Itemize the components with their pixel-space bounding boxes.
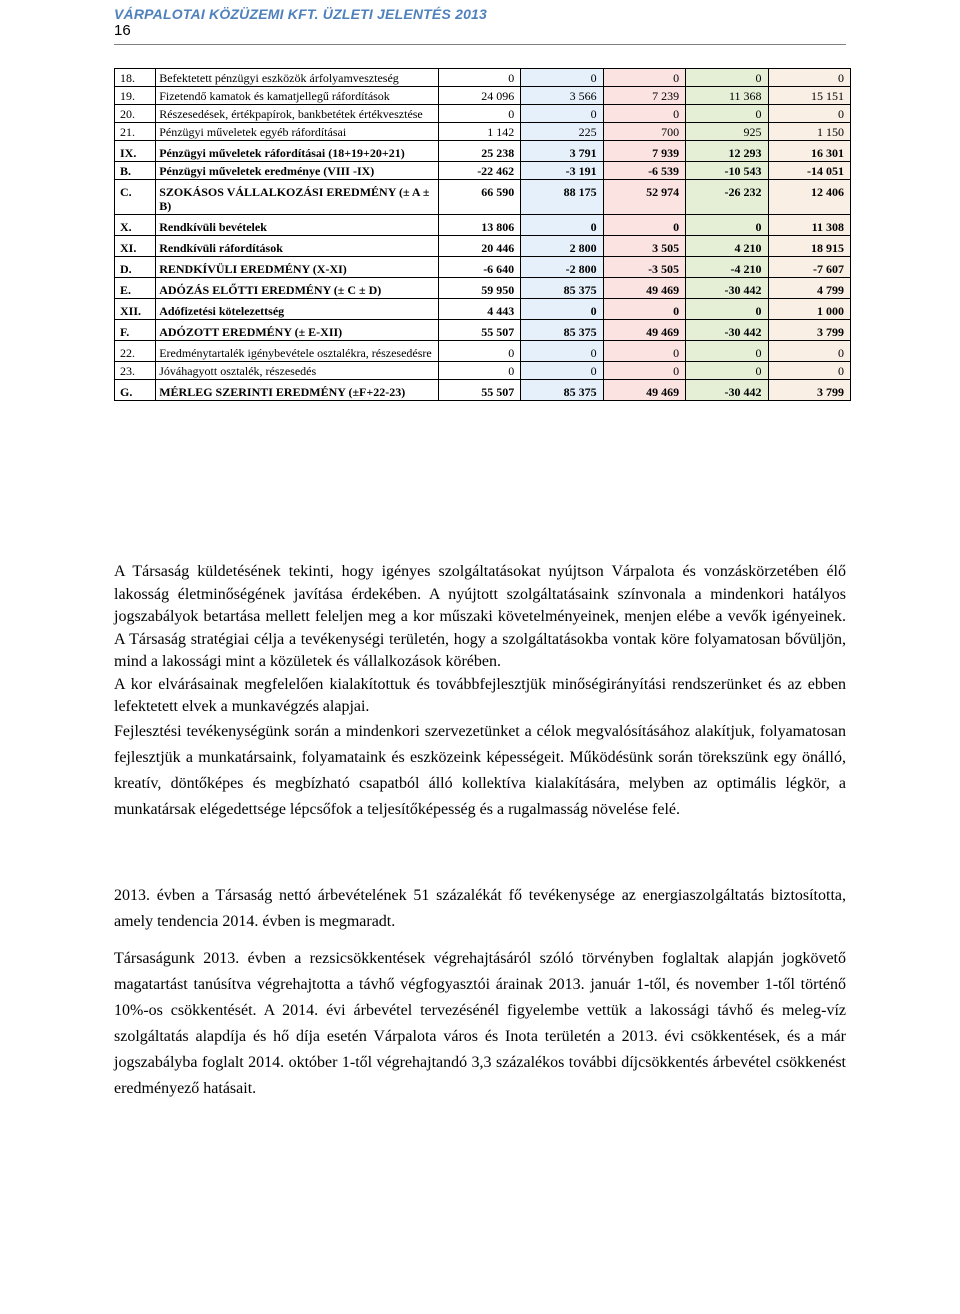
paragraph-revenue: 2013. évben a Társaság nettó árbevételének 51 százalékát fő tevékenysége az energiaszolgáltatás biztosította, amely tendencia 2014. évben is megmaradt. [114, 887, 846, 930]
value-cell: 3 799 [768, 380, 851, 401]
table-row [115, 257, 851, 278]
table-row [115, 215, 851, 236]
value-cell: 1 000 [768, 299, 851, 320]
financial-results-table [114, 68, 851, 401]
row-number: XI. [115, 236, 156, 257]
value-cell: 12 406 [768, 180, 851, 215]
value-cell: -10 543 [686, 162, 768, 180]
row-number: 23. [115, 362, 156, 380]
value-cell: 52 974 [603, 180, 685, 215]
value-cell: -2 800 [521, 257, 603, 278]
value-cell: 1 150 [768, 123, 851, 141]
value-cell: 4 799 [768, 278, 851, 299]
row-label: SZOKÁSOS VÁLLALKOZÁSI EREDMÉNY (± A ± B) [156, 180, 439, 215]
value-cell: 49 469 [603, 380, 685, 401]
row-number: 22. [115, 341, 156, 362]
row-number: F. [115, 320, 156, 341]
row-label: Eredménytartalék igénybevétele osztalékra, részesedésre [156, 341, 439, 362]
table-row [115, 180, 851, 215]
row-label: Pénzügyi műveletek ráfordításai (18+19+20+21) [156, 141, 439, 162]
value-cell: 0 [521, 362, 603, 380]
value-cell: 0 [521, 69, 603, 87]
value-cell: 20 446 [438, 236, 520, 257]
value-cell: 0 [521, 215, 603, 236]
value-cell: 0 [686, 299, 768, 320]
value-cell: 24 096 [438, 87, 520, 105]
report-header-title: VÁRPALOTAI KÖZÜZEMI KFT. ÜZLETI JELENTÉS 2013 [114, 6, 488, 22]
row-label: Rendkívüli ráfordítások [156, 236, 439, 257]
value-cell: 85 375 [521, 380, 603, 401]
value-cell: 0 [603, 299, 685, 320]
value-cell: 0 [438, 69, 520, 87]
row-label: RENDKÍVÜLI EREDMÉNY (X-XI) [156, 257, 439, 278]
value-cell: -22 462 [438, 162, 520, 180]
value-cell: 11 308 [768, 215, 851, 236]
row-label: ADÓZÁS ELŐTTI EREDMÉNY (± C ± D) [156, 278, 439, 299]
value-cell: 59 950 [438, 278, 520, 299]
paragraph-quality: A kor elvárásainak megfelelően kialakítottuk és továbbfejlesztjük minőségirányítási rendszerünket és az ebben lefektetett elvek a munkavégzés alapjai. [114, 675, 846, 715]
row-label: Jóváhagyott osztalék, részesedés [156, 362, 439, 380]
value-cell: 4 443 [438, 299, 520, 320]
table-row [115, 299, 851, 320]
value-cell: 85 375 [521, 278, 603, 299]
table-row [115, 123, 851, 141]
value-cell: 49 469 [603, 278, 685, 299]
table-row [115, 236, 851, 257]
value-cell: 7 939 [603, 141, 685, 162]
row-label: Fizetendő kamatok és kamatjellegű ráfordítások [156, 87, 439, 105]
table-row [115, 278, 851, 299]
value-cell: 0 [438, 362, 520, 380]
value-cell: 0 [686, 362, 768, 380]
header-divider [114, 44, 846, 45]
value-cell: 0 [768, 69, 851, 87]
row-number: XII. [115, 299, 156, 320]
value-cell: 0 [521, 105, 603, 123]
value-cell: 0 [603, 215, 685, 236]
table-row [115, 380, 851, 401]
value-cell: 4 210 [686, 236, 768, 257]
value-cell: 700 [603, 123, 685, 141]
value-cell: 0 [686, 69, 768, 87]
table-row [115, 87, 851, 105]
value-cell: -30 442 [686, 380, 768, 401]
table-row [115, 341, 851, 362]
value-cell: 25 238 [438, 141, 520, 162]
value-cell: 66 590 [438, 180, 520, 215]
body-text-tariff [114, 946, 846, 1102]
body-text-revenue [114, 883, 846, 935]
value-cell: 1 142 [438, 123, 520, 141]
value-cell: 0 [603, 105, 685, 123]
value-cell: 3 505 [603, 236, 685, 257]
table-row [115, 105, 851, 123]
row-label: ADÓZOTT EREDMÉNY (± E-XII) [156, 320, 439, 341]
value-cell: -3 191 [521, 162, 603, 180]
row-number: 19. [115, 87, 156, 105]
row-label: Pénzügyi műveletek eredménye (VIII -IX) [156, 162, 439, 180]
value-cell: 0 [438, 105, 520, 123]
value-cell: 0 [521, 341, 603, 362]
row-number: 18. [115, 69, 156, 87]
value-cell: -4 210 [686, 257, 768, 278]
value-cell: 3 791 [521, 141, 603, 162]
value-cell: 0 [768, 341, 851, 362]
value-cell: 925 [686, 123, 768, 141]
value-cell: -7 607 [768, 257, 851, 278]
table-row [115, 141, 851, 162]
value-cell: 0 [438, 341, 520, 362]
row-number: D. [115, 257, 156, 278]
row-number: X. [115, 215, 156, 236]
table-row [115, 69, 851, 87]
value-cell: 3 566 [521, 87, 603, 105]
value-cell: 11 368 [686, 87, 768, 105]
value-cell: 88 175 [521, 180, 603, 215]
value-cell: 0 [686, 105, 768, 123]
row-number: C. [115, 180, 156, 215]
value-cell: 49 469 [603, 320, 685, 341]
row-number: 21. [115, 123, 156, 141]
row-number: 20. [115, 105, 156, 123]
value-cell: 0 [768, 362, 851, 380]
value-cell: 55 507 [438, 320, 520, 341]
value-cell: -30 442 [686, 320, 768, 341]
row-number: B. [115, 162, 156, 180]
value-cell: 55 507 [438, 380, 520, 401]
paragraph-mission: A Társaság küldetésének tekinti, hogy igényes szolgáltatásokat nyújtson Várpalota és vonzáskörzetében élő lakosság életminőségének javítása érdekében. A nyújtott szolgáltatásaink színvonala a mindenkori hatályos jogszabályok betartása mellett feleljen meg a kor műszaki követelményeinek, menjen elébe a vevők igényeinek. A Társaság stratégiai célja a tevékenységi területén, hogy a szolgáltatásokba vontak köre folyamatosan bővüljön, mind a lakossági mint a közületek és vállalkozások körében. [114, 563, 846, 670]
row-label: Részesedések, értékpapírok, bankbetétek értékvesztése [156, 105, 439, 123]
value-cell: 7 239 [603, 87, 685, 105]
value-cell: -6 539 [603, 162, 685, 180]
page-number: 16 [114, 22, 131, 39]
paragraph-development: Fejlesztési tevékenységünk során a mindenkori szervezetünket a célok megvalósításához alakítjuk, folyamatosan fejlesztjük a munkatársaink, folyamataink és eszközeink képességeit. Működésünk során törekszünk egy önálló, kreatív, döntőképes és megbízható csapatból álló kollektíva kialakítására, melyben az optimális légkör, a munkatársak elégedettsége lépcsőfok a teljesítőképesség és a rugalmasság növelése felé. [114, 722, 846, 818]
row-number: E. [115, 278, 156, 299]
value-cell: 0 [603, 341, 685, 362]
value-cell: -3 505 [603, 257, 685, 278]
value-cell: 0 [686, 215, 768, 236]
value-cell: 2 800 [521, 236, 603, 257]
value-cell: 0 [603, 362, 685, 380]
value-cell: 12 293 [686, 141, 768, 162]
table-row [115, 162, 851, 180]
value-cell: 0 [686, 341, 768, 362]
value-cell: -6 640 [438, 257, 520, 278]
value-cell: 0 [603, 69, 685, 87]
value-cell: 85 375 [521, 320, 603, 341]
value-cell: 0 [768, 105, 851, 123]
row-label: Befektetett pénzügyi eszközök árfolyamveszteség [156, 69, 439, 87]
value-cell: -30 442 [686, 278, 768, 299]
value-cell: 16 301 [768, 141, 851, 162]
row-number: G. [115, 380, 156, 401]
row-label: MÉRLEG SZERINTI EREDMÉNY (±F+22-23) [156, 380, 439, 401]
value-cell: 13 806 [438, 215, 520, 236]
row-label: Pénzügyi műveletek egyéb ráfordításai [156, 123, 439, 141]
table-row [115, 320, 851, 341]
value-cell: 18 915 [768, 236, 851, 257]
value-cell: -14 051 [768, 162, 851, 180]
row-number: IX. [115, 141, 156, 162]
row-label: Adófizetési kötelezettség [156, 299, 439, 320]
value-cell: 15 151 [768, 87, 851, 105]
value-cell: 3 799 [768, 320, 851, 341]
paragraph-tariff: Társaságunk 2013. évben a rezsicsökkentések végrehajtásáról szóló törvényben foglaltak alapján jogkövető magatartást tanúsítva végrehajtotta a távhő végfogyasztói árainak 2013. január 1-től, és november 1-től történő 10%-os csökkentését. A 2014. évi árbevétel tervezésénél figyelembe vettük a lakossági távhő és meleg-víz szolgáltatás alapdíja és hő díja esetén Várpalota város és Inota területén a 2013. évi csökkentések, és a már jogszabályba foglalt 2014. október 1-től végrehajtandó 3,3 százalékos további díjcsökkentés árbevétel csökkenést eredményező hatásait. [114, 950, 846, 1097]
value-cell: 225 [521, 123, 603, 141]
row-label: Rendkívüli bevételek [156, 215, 439, 236]
value-cell: -26 232 [686, 180, 768, 215]
table-row [115, 362, 851, 380]
value-cell: 0 [521, 299, 603, 320]
body-text [114, 561, 846, 823]
